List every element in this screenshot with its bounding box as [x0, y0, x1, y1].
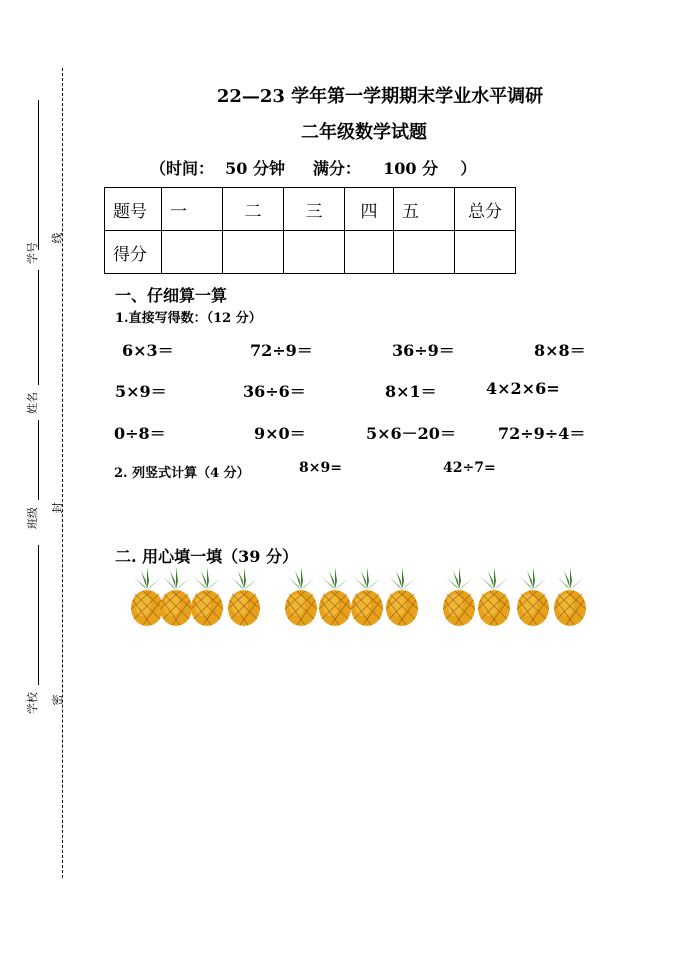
seal-line-char: 线 [51, 232, 64, 244]
school-label: 学校 [26, 692, 39, 714]
pineapple-icon [283, 567, 319, 627]
school-line [38, 545, 39, 685]
section1-heading: 一、仔细算一算 [115, 286, 228, 305]
cell-q2: 二 [223, 188, 284, 231]
pineapple-icon [317, 567, 353, 627]
score-field-q4[interactable] [345, 231, 394, 274]
problem-1-2: 72÷9＝ [250, 341, 313, 360]
score-table [104, 187, 516, 274]
problem-2-4: 4×2×6= [486, 379, 560, 398]
score-field-q2[interactable] [223, 231, 284, 274]
pineapple-icon [441, 567, 477, 627]
student-id-label: 学号 [26, 242, 39, 264]
q2-label: 2. 列竖式计算（4 分） [114, 466, 250, 481]
class-line [38, 420, 39, 500]
score-table-score-row [105, 231, 516, 274]
seal-mi-char: 密 [51, 694, 64, 706]
problem-3-3: 5×6－20＝ [366, 424, 456, 443]
score-field-q5[interactable] [394, 231, 455, 274]
pineapple-icon [189, 567, 225, 627]
problem-1-3: 36÷9＝ [392, 341, 455, 360]
problem-1-1: 6×3＝ [122, 341, 174, 360]
problem-2-1: 5×9＝ [115, 382, 167, 401]
pineapple-icon [349, 567, 385, 627]
vertical-calc-2: 42÷7= [443, 460, 496, 476]
problem-2-3: 8×1＝ [385, 382, 437, 401]
pineapple-icon [476, 567, 512, 627]
problem-1-4: 8×8＝ [534, 341, 586, 360]
cell-q5: 五 [394, 188, 455, 231]
cell-score-label: 得分 [105, 231, 162, 274]
exam-time-score-info: （时间： 50 分钟 满分： 100 分 ） [150, 159, 477, 178]
exam-subtitle: 二年级数学试题 [301, 122, 427, 143]
pineapple-icon [515, 567, 551, 627]
exam-title: 22—23 学年第一学期期末学业水平调研 [216, 86, 544, 107]
pineapple-icon [552, 567, 588, 627]
score-field-q1[interactable] [162, 231, 223, 274]
seal-feng-char: 封 [51, 502, 64, 514]
score-table-header-row [105, 188, 516, 231]
name-line [38, 270, 39, 385]
name-label: 姓名 [26, 392, 39, 414]
class-label: 班级 [26, 507, 39, 529]
binding-dashed-line [62, 68, 63, 878]
cell-total: 总分 [455, 188, 516, 231]
cell-q3: 三 [284, 188, 345, 231]
problem-3-2: 9×0＝ [254, 424, 306, 443]
problem-3-1: 0÷8＝ [114, 424, 166, 443]
cell-q4: 四 [345, 188, 394, 231]
q1-label: 1.直接写得数：（12 分） [115, 311, 262, 326]
cell-question-number-label: 题号 [105, 188, 162, 231]
pineapple-icon [226, 567, 262, 627]
section2-heading: 二. 用心填一填（39 分） [115, 547, 298, 566]
problem-2-2: 36÷6＝ [243, 382, 306, 401]
problem-3-4: 72÷9÷4＝ [498, 424, 586, 443]
score-field-total[interactable] [455, 231, 516, 274]
pineapple-icon [384, 567, 420, 627]
cell-q1: 一 [162, 188, 223, 231]
vertical-calc-1: 8×9= [299, 460, 342, 476]
score-field-q3[interactable] [284, 231, 345, 274]
